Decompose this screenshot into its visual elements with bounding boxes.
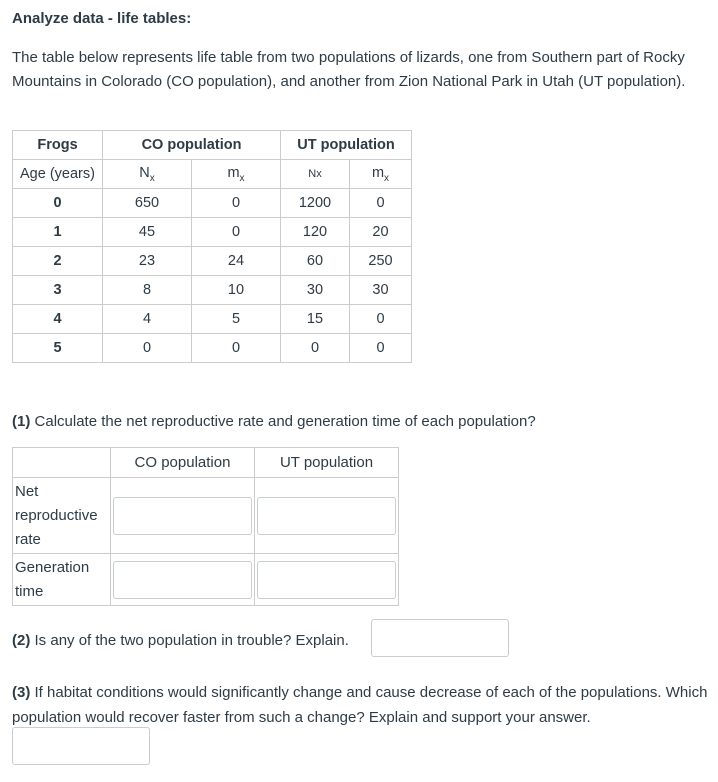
header-ut-nx: Nx bbox=[281, 160, 350, 189]
life-table-subheader-row bbox=[13, 160, 412, 189]
intro-paragraph: The table below represents life table from two populations of lizards, one from Southern part of Rocky Mountains in Colorado (CO population), and another from Zion National Park in Utah (UT population). bbox=[12, 49, 686, 90]
table-cell: 20 bbox=[350, 218, 412, 247]
table-cell: 120 bbox=[281, 218, 350, 247]
life-table bbox=[12, 130, 412, 363]
table-cell: 30 bbox=[350, 276, 412, 305]
row-label-generation-time: Generation time bbox=[13, 554, 111, 606]
table-cell: 0 bbox=[281, 334, 350, 363]
table-cell: 0 bbox=[350, 334, 412, 363]
row-label-net-reproductive-rate: Net reproductive rate bbox=[13, 478, 111, 554]
table-cell: 0 bbox=[192, 334, 281, 363]
answer-table-corner bbox=[13, 448, 111, 478]
table-cell: 5 bbox=[192, 305, 281, 334]
table-row bbox=[13, 305, 412, 334]
answer-table bbox=[12, 447, 399, 606]
table-cell: 60 bbox=[281, 247, 350, 276]
table-cell: 45 bbox=[103, 218, 192, 247]
question-2: (2) Is any of the two population in trouble? Explain. bbox=[12, 632, 349, 649]
table-cell: 650 bbox=[103, 189, 192, 218]
table-cell: 0 bbox=[192, 218, 281, 247]
table-cell: 24 bbox=[192, 247, 281, 276]
question-2-answer-input[interactable] bbox=[371, 619, 509, 657]
table-row bbox=[13, 189, 412, 218]
table-cell: 1 bbox=[13, 218, 103, 247]
table-cell: 0 bbox=[13, 189, 103, 218]
question-3: (3) If habitat conditions would significantly change and cause decrease of each of the populations. Which population would recover faster from such a change? Explain and support your answer. bbox=[12, 684, 708, 726]
table-cell: 15 bbox=[281, 305, 350, 334]
table-cell: 0 bbox=[350, 305, 412, 334]
header-frogs: Frogs bbox=[13, 131, 103, 160]
life-table-header-row bbox=[13, 131, 412, 160]
table-cell: 30 bbox=[281, 276, 350, 305]
table-row bbox=[13, 334, 412, 363]
table-cell: 23 bbox=[103, 247, 192, 276]
co-generation-time-input[interactable] bbox=[113, 561, 252, 599]
table-cell: 250 bbox=[350, 247, 412, 276]
answer-header-ut: UT population bbox=[255, 448, 399, 478]
header-ut-population: UT population bbox=[281, 131, 412, 160]
ut-net-reproductive-rate-input[interactable] bbox=[257, 497, 396, 535]
table-cell: 0 bbox=[350, 189, 412, 218]
header-co-nx: $N_x$ bbox=[103, 160, 192, 189]
question-1: (1) Calculate the net reproductive rate and generation time of each population? bbox=[12, 413, 536, 430]
header-co-mx: $m_x$ bbox=[192, 160, 281, 189]
question-3-answer-input[interactable] bbox=[12, 727, 150, 765]
answer-header-co: CO population bbox=[111, 448, 255, 478]
table-cell: 0 bbox=[103, 334, 192, 363]
table-cell: 2 bbox=[13, 247, 103, 276]
header-ut-mx: $m_x$ bbox=[350, 160, 412, 189]
table-cell: 4 bbox=[13, 305, 103, 334]
table-row bbox=[13, 276, 412, 305]
table-cell: 4 bbox=[103, 305, 192, 334]
table-cell: 8 bbox=[103, 276, 192, 305]
table-row bbox=[13, 218, 412, 247]
table-cell: 1200 bbox=[281, 189, 350, 218]
ut-generation-time-input[interactable] bbox=[257, 561, 396, 599]
header-co-population: CO population bbox=[103, 131, 281, 160]
table-row bbox=[13, 247, 412, 276]
page-title: Analyze data - life tables: bbox=[12, 10, 192, 27]
header-age: Age (years) bbox=[13, 160, 103, 189]
table-cell: 0 bbox=[192, 189, 281, 218]
co-net-reproductive-rate-input[interactable] bbox=[113, 497, 252, 535]
table-cell: 10 bbox=[192, 276, 281, 305]
table-cell: 3 bbox=[13, 276, 103, 305]
table-cell: 5 bbox=[13, 334, 103, 363]
